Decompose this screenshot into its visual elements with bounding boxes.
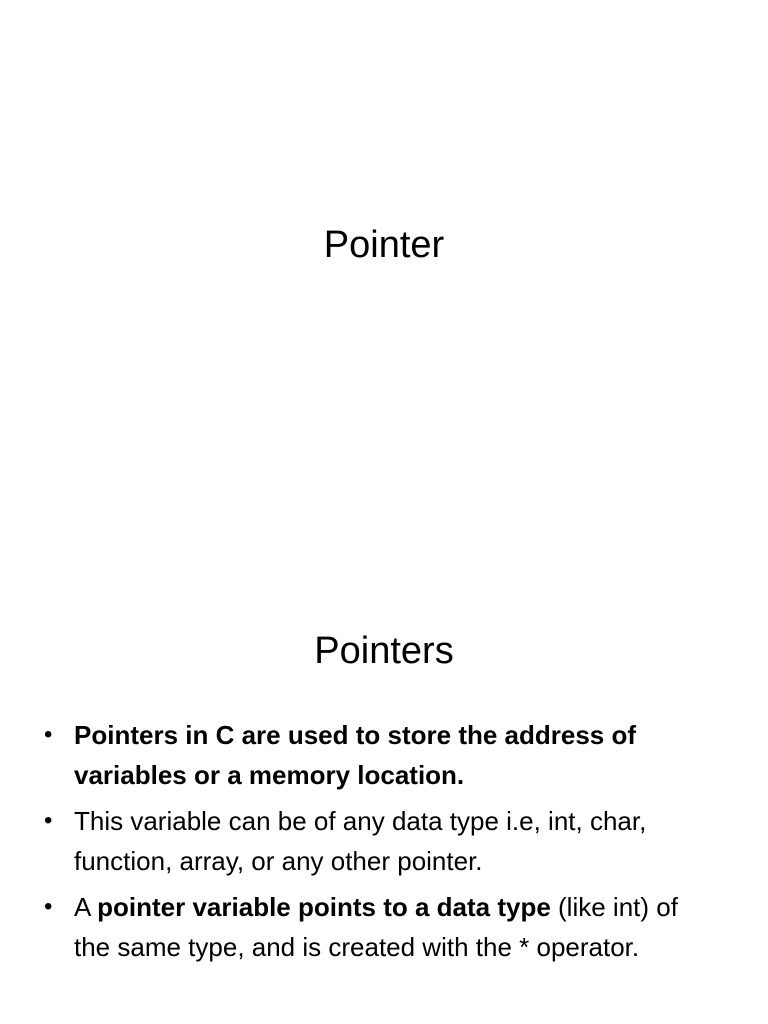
bullet-item xyxy=(0,887,768,967)
slide-title: Pointers xyxy=(314,630,454,672)
bullet-text: A xyxy=(74,892,98,922)
bullet-text-bold: Pointers in C are used to store the address of variables or a memory location. xyxy=(74,720,637,790)
bullet-icon: • xyxy=(44,807,53,834)
bullet-text: This variable can be of any data type i.e, int, char, function, array, or any other pointer. xyxy=(74,806,647,876)
bullet-item xyxy=(0,715,768,795)
bullet-icon: • xyxy=(44,893,53,920)
bullet-item xyxy=(0,801,768,881)
slide-2 xyxy=(0,512,768,1024)
bullet-text-bold: pointer variable points to a data type xyxy=(97,892,551,922)
bullet-text: (like int) of the same type, and is created with the * operator. xyxy=(74,892,678,962)
bullet-icon: • xyxy=(44,721,53,748)
slide-title: Pointer xyxy=(323,224,445,266)
bullet-list xyxy=(0,715,768,973)
